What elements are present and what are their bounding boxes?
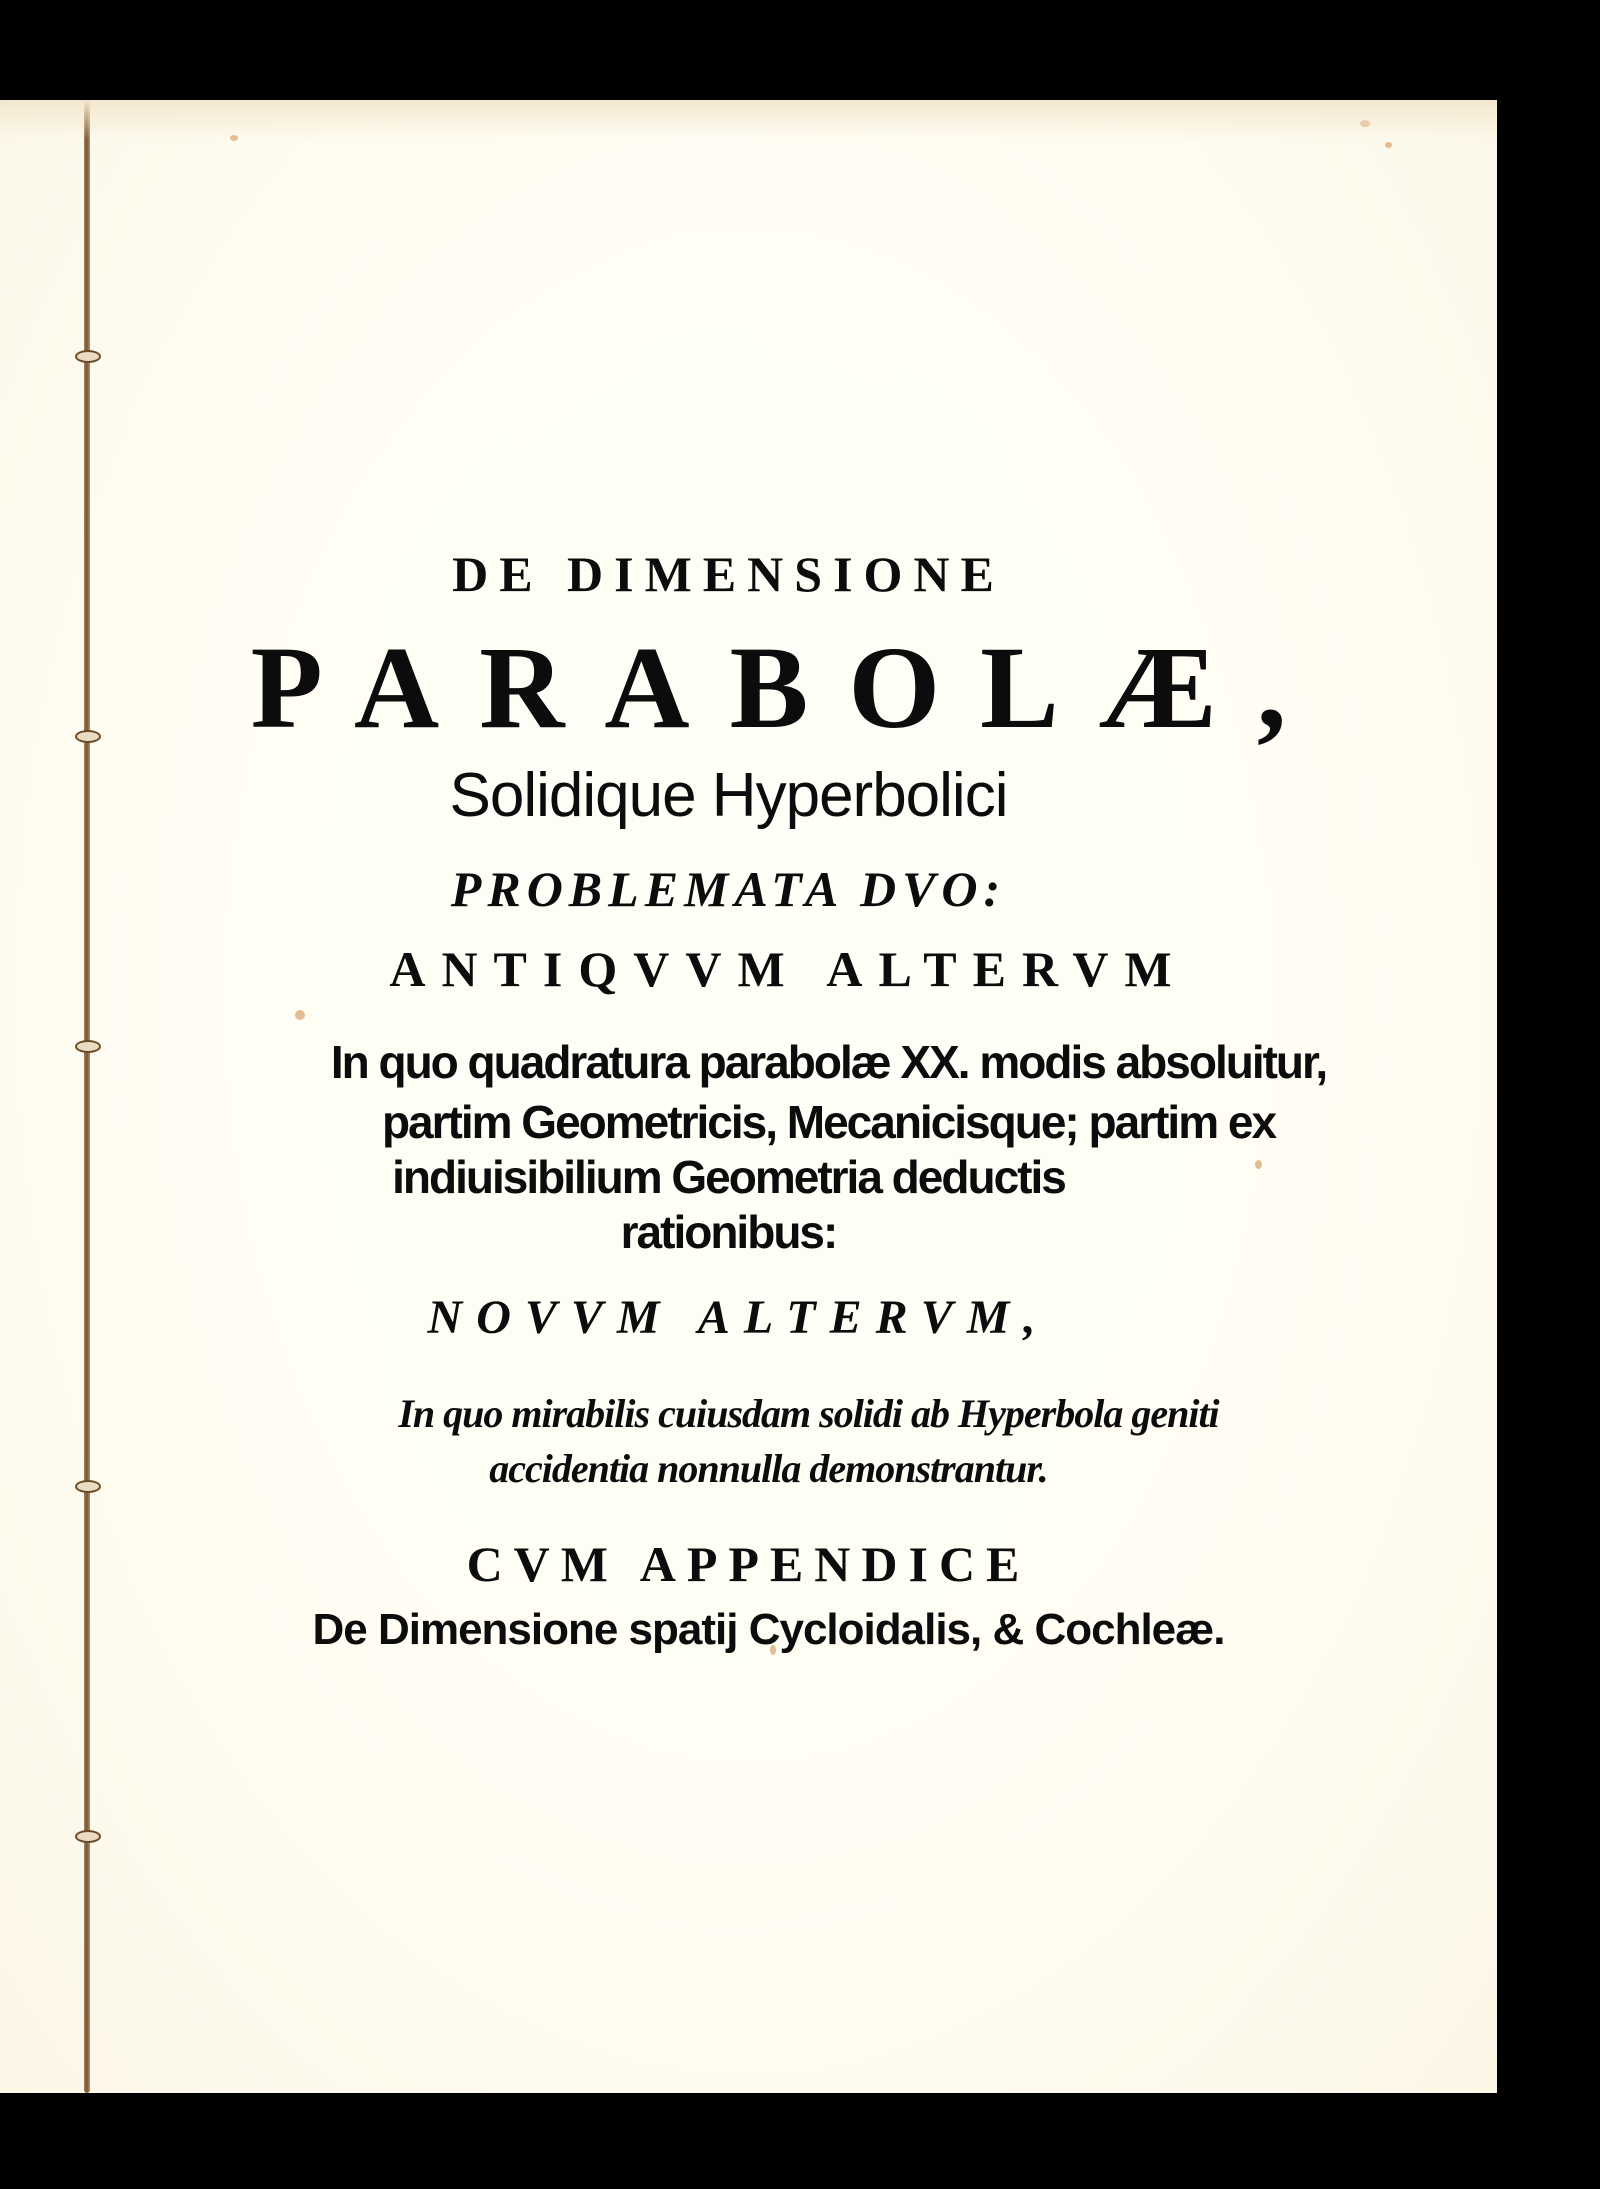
antiquum-desc-4: rationibus:	[620, 1206, 837, 1258]
title-main: PARABOLÆ,	[250, 622, 1327, 753]
antiquum-heading: ANTIQVVM ALTERVM	[389, 941, 1188, 997]
antiquum-desc-3: indiuisibilium Geometria deductis	[392, 1151, 1065, 1203]
title-line-1: DE DIMENSIONE	[452, 546, 1005, 602]
antiquum-desc-1: In quo quadratura parabolæ XX. modis absoluitur,	[330, 1036, 1327, 1088]
problemata-heading: PROBLEMATA DVO:	[450, 861, 1007, 917]
novum-desc-2: accidentia nonnulla demonstrantur.	[489, 1446, 1048, 1491]
title-block	[0, 100, 1497, 2093]
antiquum-desc-2: partim Geometricis, Mecanicisque; partim ex	[381, 1096, 1276, 1148]
book-page	[0, 100, 1497, 2093]
appendix-heading: CVM APPENDICE	[466, 1536, 1031, 1592]
foxing-spot	[1360, 120, 1370, 127]
appendix-desc: De Dimensione spatij Cycloidalis, & Cochleæ.	[312, 1605, 1225, 1654]
subtitle: Solidique Hyperbolici	[449, 761, 1008, 830]
novum-heading: NOVVM ALTERVM,	[427, 1291, 1050, 1344]
novum-desc-1: In quo mirabilis cuiusdam solidi ab Hyperbola geniti	[398, 1391, 1219, 1436]
